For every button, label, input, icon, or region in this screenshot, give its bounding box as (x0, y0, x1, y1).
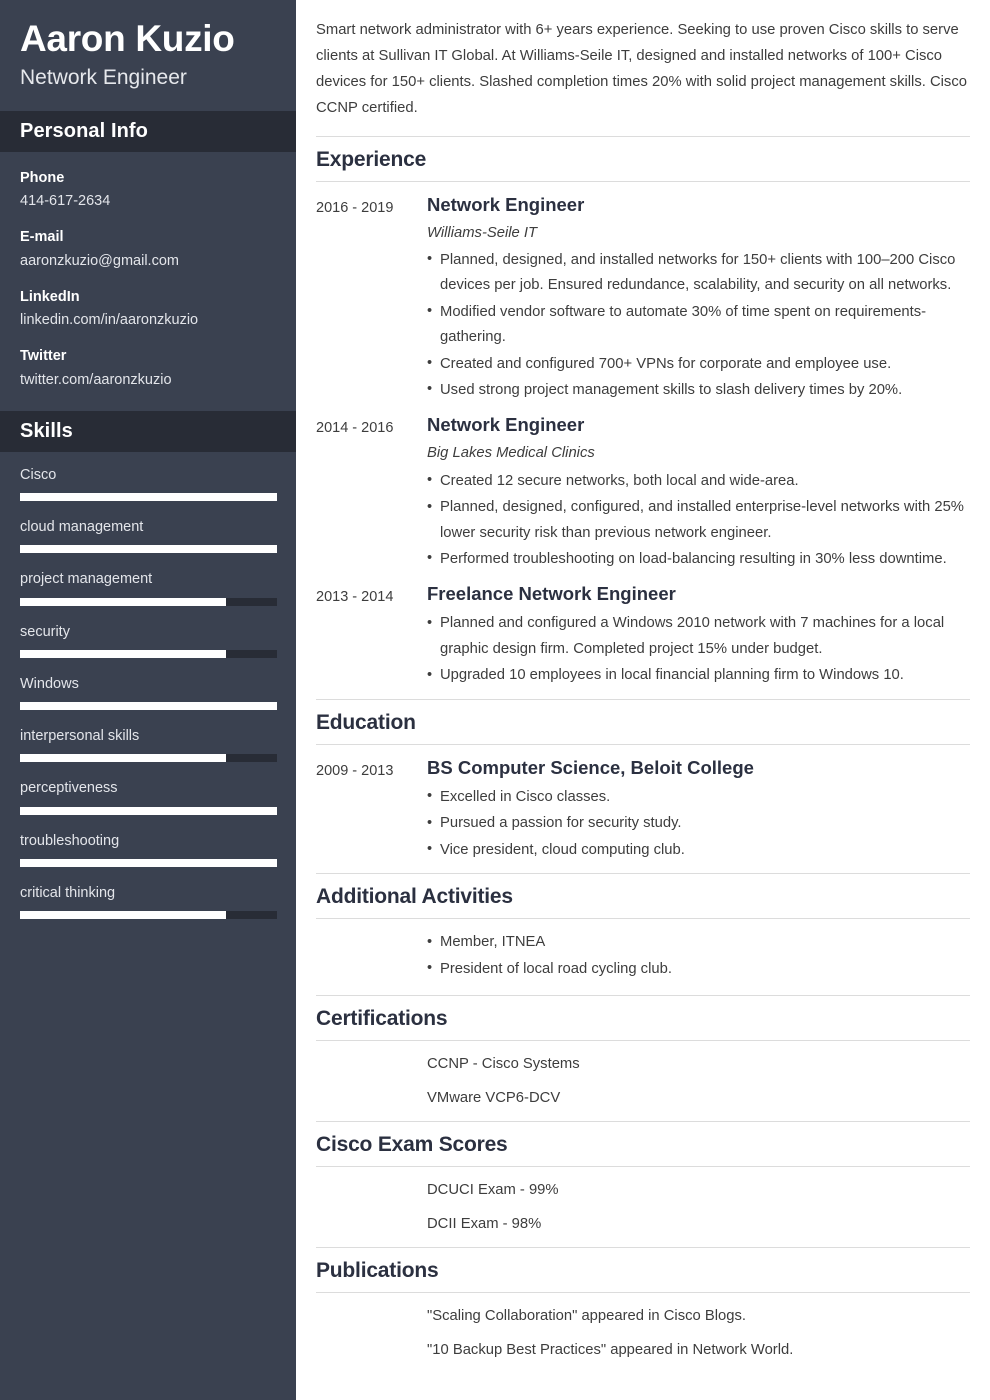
publication-row (316, 1304, 970, 1338)
info-item-phone (20, 168, 276, 214)
main-content (296, 0, 990, 1400)
spacer (316, 983, 970, 995)
sidebar (0, 0, 296, 1400)
skills-section-header (0, 411, 296, 452)
bullet-item: • Planned and configured a Windows 2010 network with 7 machines for a local graphic design firm. Completed project 15% under budget. (427, 611, 968, 662)
skill-bar-fill (20, 754, 226, 762)
publications-list (316, 1293, 970, 1373)
entry-bullets (427, 785, 968, 863)
identity-block (0, 0, 296, 111)
skill-item (20, 674, 276, 710)
bullet-item: • President of local road cycling club. (427, 957, 970, 982)
entry-role: Freelance Network Engineer (427, 583, 676, 605)
section-title: Publications (316, 1258, 439, 1282)
skill-item (20, 465, 276, 501)
skill-bar-track (20, 650, 277, 658)
entry-bullets (427, 611, 968, 688)
bullet-item: • Excelled in Cisco classes. (427, 785, 968, 810)
info-value: linkedin.com/in/aaronzkuzio (20, 312, 199, 329)
entry-bullets (427, 469, 968, 573)
info-value: 414-617-2634 (20, 193, 111, 210)
skills-list (0, 452, 296, 920)
bullet-item: • Created 12 secure networks, both local and wide-area. (427, 469, 968, 494)
education-entries (316, 745, 970, 864)
entry-body (427, 582, 970, 689)
section-additional-activities (316, 873, 970, 995)
professional-summary: Smart network administrator with 6+ years experience. Seeking to use proven Cisco skills to serve clients at Sullivan IT Global. At Williams-Seile IT, designed and installed networks of 100+ Cisco devices for 150+ clients. Slashed completion times 20% with solid project management skills. Cisco CCNP certified. (316, 22, 967, 116)
section-header (316, 1247, 970, 1293)
bullet-item: • Vice president, cloud computing club. (427, 838, 968, 863)
skill-label: Windows (20, 675, 79, 692)
bullet-item: • Created and configured 700+ VPNs for corporate and employee use. (427, 352, 968, 377)
skill-label: interpersonal skills (20, 728, 140, 745)
section-header (316, 995, 970, 1041)
info-label: E-mail (20, 229, 64, 246)
skill-item (20, 778, 276, 814)
entry-role: Network Engineer (427, 414, 585, 436)
skill-bar-track (20, 754, 277, 762)
skill-bar-fill (20, 650, 226, 658)
entry-bullets (427, 248, 968, 404)
exam-score-row (316, 1212, 970, 1246)
info-label: Phone (20, 169, 65, 186)
skill-bar-fill (20, 911, 226, 919)
info-value: twitter.com/aaronzkuzio (20, 371, 172, 388)
entry-date: 2013 - 2014 (316, 589, 394, 606)
candidate-job-title: Network Engineer (20, 66, 187, 90)
section-education (316, 699, 970, 864)
additional-activities-entries (316, 919, 970, 983)
entry-body (427, 413, 970, 573)
education-entry (316, 756, 970, 864)
skill-bar-track (20, 859, 277, 867)
skill-item (20, 622, 276, 658)
exam-score-text: DCII Exam - 98% (427, 1216, 542, 1233)
skill-bar-fill (20, 545, 277, 553)
experience-entries (316, 182, 970, 690)
skill-bar-track (20, 545, 277, 553)
skill-bar-track (20, 911, 277, 919)
certification-row (316, 1052, 970, 1086)
bullet-item: • Used strong project management skills to slash delivery times by 20%. (427, 378, 968, 403)
section-header (316, 136, 970, 182)
section-header (316, 699, 970, 745)
info-item-twitter (20, 346, 276, 392)
skill-label: critical thinking (20, 885, 116, 901)
skill-bar-track (20, 702, 277, 710)
info-item-linkedin (20, 287, 276, 333)
skill-bar-track (20, 807, 277, 815)
exam-score-row (316, 1178, 970, 1212)
personal-info-list (0, 152, 296, 392)
section-title: Education (316, 710, 416, 734)
info-label: LinkedIn (20, 288, 80, 305)
entry-degree: BS Computer Science, Beloit College (427, 756, 754, 778)
section-header (316, 873, 970, 919)
publication-row (316, 1338, 970, 1372)
skill-bar-fill (20, 598, 226, 606)
personal-info-section-header (0, 111, 296, 152)
entry-body (427, 193, 970, 405)
skills-heading: Skills (20, 419, 73, 442)
entry-date: 2009 - 2013 (316, 762, 394, 779)
skill-bar-fill (20, 807, 277, 815)
section-title: Cisco Exam Scores (316, 1132, 508, 1156)
bullet-item: • Planned, designed, and installed networks for 150+ clients with 100–200 Cisco devices per job. Ensured redundance, scalability, and security on all networks. (427, 248, 968, 299)
experience-entry (316, 582, 970, 689)
info-label: Twitter (20, 348, 67, 365)
bullet-item: • Member, ITNEA (427, 930, 970, 955)
skill-bar-fill (20, 493, 277, 501)
exam-scores-list (316, 1167, 970, 1247)
skill-label: cloud management (20, 518, 144, 535)
skill-label: perceptiveness (20, 780, 118, 797)
skill-bar-fill (20, 702, 277, 710)
section-title: Experience (316, 147, 427, 171)
skill-item (20, 831, 276, 867)
section-publications (316, 1247, 970, 1373)
entry-date: 2016 - 2019 (316, 199, 394, 216)
bullet-item: • Performed troubleshooting on load-balancing resulting in 30% less downtime. (427, 547, 968, 572)
entry-organization: Williams-Seile IT (427, 224, 538, 241)
entry-bullets (427, 930, 970, 983)
section-title: Certifications (316, 1007, 448, 1030)
bullet-item: • Planned, designed, configured, and installed enterprise-level networks with 25% lower security risk than previous network engineer. (427, 495, 968, 546)
entry-body (427, 756, 970, 864)
personal-info-heading: Personal Info (20, 119, 148, 142)
skill-item (20, 569, 276, 605)
section-certifications (316, 995, 970, 1121)
skill-label: security (20, 623, 70, 640)
skill-bar-track (20, 598, 277, 606)
entry-role: Network Engineer (427, 193, 585, 215)
experience-entry (316, 193, 970, 405)
skill-item (20, 517, 276, 553)
entry-organization: Big Lakes Medical Clinics (427, 445, 595, 462)
skill-bar-fill (20, 859, 277, 867)
skill-label: troubleshooting (20, 832, 120, 849)
bullet-item: • Pursued a passion for security study. (427, 811, 968, 836)
info-item-email (20, 227, 276, 273)
certifications-list (316, 1041, 970, 1121)
publication-text: "10 Backup Best Practices" appeared in Network World. (427, 1342, 794, 1359)
entry-date: 2014 - 2016 (316, 420, 394, 437)
skill-label: project management (20, 571, 153, 588)
skill-bar-track (20, 493, 277, 501)
section-experience (316, 136, 970, 690)
skill-label: Cisco (20, 466, 57, 483)
skill-item (20, 883, 276, 919)
candidate-name: Aaron Kuzio (20, 18, 235, 59)
exam-score-text: DCUCI Exam - 99% (427, 1181, 559, 1198)
bullet-item: • Upgraded 10 employees in local financial planning firm to Windows 10. (427, 663, 968, 688)
certification-text: VMware VCP6-DCV (427, 1090, 561, 1107)
skill-item (20, 726, 276, 762)
section-title: Additional Activities (316, 885, 513, 909)
experience-entry (316, 413, 970, 573)
bullet-item: • Modified vendor software to automate 30% of time spent on requirements-gathering. (427, 300, 968, 351)
publication-text: "Scaling Collaboration" appeared in Cisco Blogs. (427, 1307, 746, 1324)
info-value: aaronzkuzio@gmail.com (20, 252, 179, 269)
section-header (316, 1121, 970, 1167)
certification-text: CCNP - Cisco Systems (427, 1056, 580, 1072)
certification-row (316, 1086, 970, 1120)
section-cisco-exam-scores (316, 1121, 970, 1247)
